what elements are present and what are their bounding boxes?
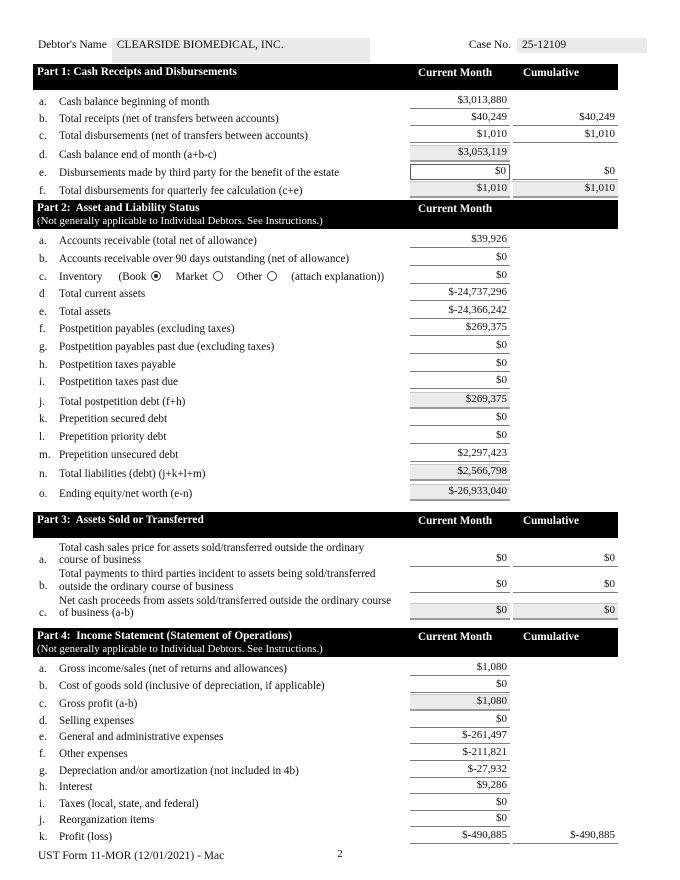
part4-j-cumulative-empty xyxy=(513,812,618,827)
part4-row-c xyxy=(33,694,618,711)
part2-row-e xyxy=(33,304,618,319)
part3-c-current-month-value: $0 xyxy=(410,603,510,620)
part2-b-current-month-value[interactable]: $0 xyxy=(410,251,510,266)
part2-l-current-month-value[interactable]: $0 xyxy=(410,429,510,444)
part2-c-current-month-value[interactable]: $0 xyxy=(410,269,510,284)
row-letter: c. xyxy=(39,698,47,711)
part2-n-current-month-value: $2,566,798 xyxy=(410,464,510,481)
part1-row-d xyxy=(33,145,618,162)
part2-o-current-month-value: $-26,933,040 xyxy=(410,484,510,501)
part2-header-bar xyxy=(33,200,618,229)
part4-header-bar xyxy=(33,628,618,657)
part4-i-current-month-value[interactable]: $0 xyxy=(410,796,510,811)
row-letter: i. xyxy=(39,797,45,810)
row-label: Other expenses xyxy=(59,747,128,760)
part1-e-current-month-value[interactable]: $0 xyxy=(410,164,510,180)
part4-column-header-current-month: Current Month xyxy=(418,630,493,643)
part2-row-k xyxy=(33,411,618,426)
part2-column-header-current-month: Current Month xyxy=(418,203,493,216)
part4-title: Part 4: Income Statement (Statement of Operations) xyxy=(37,629,293,642)
row-label: Cash balance beginning of month xyxy=(59,96,210,108)
row-letter: a. xyxy=(39,96,47,108)
part1-column-header-cumulative: Cumulative xyxy=(523,67,579,79)
row-letter: d xyxy=(39,288,45,301)
row-label: Prepetition unsecured debt xyxy=(59,448,179,461)
row-letter: e. xyxy=(39,166,47,179)
debtor-name-field[interactable]: CLEARSIDE BIOMEDICAL, INC. xyxy=(112,38,370,63)
part2-h-current-month-value[interactable]: $0 xyxy=(410,357,510,372)
part4-row-a xyxy=(33,661,618,676)
row-letter: c. xyxy=(39,129,47,142)
part3-title: Part 3: Assets Sold or Transferred xyxy=(37,513,204,526)
part2-subtitle: (Not generally applicable to Individual Debtors. See Instructions.) xyxy=(37,215,323,228)
page-number: 2 xyxy=(337,848,343,860)
part1-row-e xyxy=(33,164,618,180)
inventory-option-book-label: (Book xyxy=(118,270,147,283)
row-letter: b. xyxy=(39,253,48,266)
part1-row-b xyxy=(33,111,618,126)
case-number-label: Case No. xyxy=(468,39,511,51)
row-letter: f. xyxy=(39,323,46,336)
row-letter: b. xyxy=(39,580,48,593)
part2-i-current-month-value[interactable]: $0 xyxy=(410,374,510,389)
part4-row-e xyxy=(33,729,618,744)
part4-row-f xyxy=(33,746,618,761)
part3-c-cumulative-value: $0 xyxy=(513,603,618,620)
row-letter: a. xyxy=(39,553,47,566)
part1-c-cumulative-value[interactable]: $1,010 xyxy=(513,128,618,143)
page-header xyxy=(38,38,647,63)
part4-row-i xyxy=(33,796,618,811)
part2-row-i xyxy=(33,374,618,389)
row-letter: h. xyxy=(39,781,48,794)
row-label: Total payments to third parties incident to assets being sold/transferred outside the ordinary course of business xyxy=(59,568,376,593)
part4-c-cumulative-empty xyxy=(513,696,618,711)
part2-k-current-month-value[interactable]: $0 xyxy=(410,411,510,426)
part4-f-current-month-value[interactable]: $-211,821 xyxy=(410,746,510,761)
part2-j-current-month-value: $269,375 xyxy=(410,392,510,409)
part4-row-g xyxy=(33,763,618,778)
part4-column-header-cumulative: Cumulative xyxy=(523,630,579,643)
part2-title: Part 2: Asset and Liability Status xyxy=(37,202,200,215)
part1-d-cumulative-empty xyxy=(513,147,618,162)
row-label: Postpetition taxes payable xyxy=(59,358,176,371)
part2-e-current-month-value[interactable]: $-24,366,242 xyxy=(410,304,510,319)
inventory-other-radio[interactable] xyxy=(267,271,277,281)
row-letter: d. xyxy=(39,148,48,161)
part1-c-current-month-value[interactable]: $1,010 xyxy=(410,128,510,143)
row-label: Cash balance end of month (a+b-c) xyxy=(59,148,217,161)
part1-b-current-month-value[interactable]: $40,249 xyxy=(410,111,510,126)
part3-column-header-current-month: Current Month xyxy=(418,514,493,527)
row-letter: d. xyxy=(39,714,48,727)
part1-row-c xyxy=(33,128,618,143)
part4-section xyxy=(33,628,618,844)
row-label: Prepetition secured debt xyxy=(59,413,168,426)
row-letter: n. xyxy=(39,468,48,481)
row-letter: k. xyxy=(39,413,48,426)
page-footer xyxy=(38,850,642,862)
row-letter: i. xyxy=(39,376,45,389)
row-letter: g. xyxy=(39,764,48,777)
row-label: Prepetition priority debt xyxy=(59,430,167,443)
part1-row-a xyxy=(33,94,618,109)
row-letter: c. xyxy=(39,606,47,619)
part3-header-bar xyxy=(33,512,618,538)
row-letter: j. xyxy=(39,395,45,408)
part1-f-current-month-value: $1,010 xyxy=(410,181,510,198)
part1-section xyxy=(33,64,618,198)
part2-row-c xyxy=(33,269,618,284)
row-label: Total postpetition debt (f+h) xyxy=(59,395,186,408)
part1-d-current-month-value: $3,053,119 xyxy=(410,145,510,162)
part4-h-current-month-value[interactable]: $9,286 xyxy=(410,779,510,794)
row-letter: f. xyxy=(39,185,46,198)
part1-f-cumulative-value: $1,010 xyxy=(513,181,618,198)
row-label: Cost of goods sold (inclusive of depreciation, if applicable) xyxy=(59,679,325,692)
part4-b-cumulative-empty xyxy=(513,678,618,693)
row-label: Total cash sales price for assets sold/transferred outside the ordinary course of business xyxy=(59,541,365,567)
part1-b-cumulative-value[interactable]: $40,249 xyxy=(513,111,618,126)
part1-title: Part 1: Cash Receipts and Disbursements xyxy=(37,66,237,78)
row-letter: a. xyxy=(39,662,47,675)
row-label: General and administrative expenses xyxy=(59,731,224,744)
row-label xyxy=(59,270,404,284)
part3-a-current-month-value[interactable]: $0 xyxy=(410,552,510,567)
part4-g-cumulative-empty xyxy=(513,763,618,778)
row-label: Accounts receivable over 90 days outstanding (net of allowance) xyxy=(59,253,350,266)
case-number-field[interactable]: 25-12109 xyxy=(517,38,647,53)
part3-row-a xyxy=(33,542,618,567)
part2-f-current-month-value[interactable]: $269,375 xyxy=(410,321,510,336)
part2-row-o xyxy=(33,484,618,501)
part4-b-current-month-value[interactable]: $0 xyxy=(410,678,510,693)
part2-row-h xyxy=(33,357,618,372)
part4-a-cumulative-empty xyxy=(513,661,618,676)
part2-row-n xyxy=(33,464,618,481)
part3-row-b xyxy=(33,568,618,593)
form-id-text: UST Form 11-MOR (12/01/2021) - Mac xyxy=(38,850,225,862)
part3-b-cumulative-value[interactable]: $0 xyxy=(513,578,618,593)
row-letter: a. xyxy=(39,235,47,248)
row-letter: h. xyxy=(39,358,48,371)
part4-f-cumulative-empty xyxy=(513,746,618,761)
part4-k-cumulative-value[interactable]: $-490,885 xyxy=(513,829,618,844)
part4-j-current-month-value[interactable]: $0 xyxy=(410,812,510,827)
part1-rows xyxy=(33,90,618,198)
row-letter: o. xyxy=(39,487,48,500)
row-letter: b. xyxy=(39,679,48,692)
part4-row-j xyxy=(33,812,618,827)
part3-row-c xyxy=(33,595,618,620)
row-label: Depreciation and/or amortization (not included in 4b) xyxy=(59,764,299,777)
row-label: Interest xyxy=(59,781,93,794)
row-label: Net cash proceeds from assets sold/transferred outside the ordinary course of business (a-b) xyxy=(59,594,392,620)
row-label: Postpetition payables past due (excluding taxes) xyxy=(59,341,275,354)
part2-row-a xyxy=(33,233,618,248)
part2-m-current-month-value[interactable]: $2,297,423 xyxy=(410,447,510,462)
row-label: Total disbursements (net of transfers between accounts) xyxy=(59,129,308,142)
inventory-option-market-label: Market xyxy=(175,270,208,283)
part3-a-cumulative-value[interactable]: $0 xyxy=(513,552,618,567)
row-letter: l. xyxy=(39,430,45,443)
part1-row-f xyxy=(33,181,618,198)
row-label: Selling expenses xyxy=(59,714,134,727)
part4-subtitle: (Not generally applicable to Individual Debtors. See Instructions.) xyxy=(37,642,323,655)
row-label-text: Inventory xyxy=(59,270,103,283)
row-label: Accounts receivable (total net of allowance) xyxy=(59,235,257,248)
part2-row-f xyxy=(33,321,618,336)
part4-row-k xyxy=(33,829,618,844)
inventory-option-other-label: Other xyxy=(236,270,263,283)
part3-section xyxy=(33,512,618,620)
part4-c-current-month-value: $1,080 xyxy=(410,694,510,711)
part4-d-cumulative-empty xyxy=(513,713,618,728)
inventory-market-radio[interactable] xyxy=(213,271,223,281)
part4-e-current-month-value[interactable]: $-261,497 xyxy=(410,729,510,744)
part2-a-current-month-value[interactable]: $39,926 xyxy=(410,233,510,248)
row-label: Postpetition payables (excluding taxes) xyxy=(59,323,235,336)
inventory-suffix-text: (attach explanation)) xyxy=(291,270,385,283)
row-letter: g. xyxy=(39,341,48,354)
inventory-book-radio[interactable] xyxy=(151,271,161,281)
part4-row-h xyxy=(33,779,618,794)
row-letter: m. xyxy=(39,448,51,461)
row-label: Taxes (local, state, and federal) xyxy=(59,797,199,810)
row-label: Reorganization items xyxy=(59,814,155,827)
part4-row-d xyxy=(33,713,618,728)
part4-k-current-month-value[interactable]: $-490,885 xyxy=(410,829,510,844)
row-label: Total disbursements for quarterly fee calculation (c+e) xyxy=(59,185,303,198)
part2-row-b xyxy=(33,251,618,266)
debtor-name-label: Debtor's Name xyxy=(38,39,107,51)
part3-b-current-month-value[interactable]: $0 xyxy=(410,578,510,593)
row-label: Ending equity/net worth (e-n) xyxy=(59,487,193,500)
row-label: Gross profit (a-b) xyxy=(59,698,138,711)
part2-row-l xyxy=(33,429,618,444)
part4-a-current-month-value[interactable]: $1,080 xyxy=(410,661,510,676)
row-label: Postpetition taxes past due xyxy=(59,376,179,389)
row-letter: c. xyxy=(39,270,47,283)
part4-rows xyxy=(33,657,618,844)
part4-i-cumulative-empty xyxy=(513,796,618,811)
part3-rows xyxy=(33,538,618,620)
row-letter: k. xyxy=(39,830,48,843)
row-letter: e. xyxy=(39,305,47,318)
part2-row-g xyxy=(33,339,618,354)
row-label: Total receipts (net of transfers between accounts) xyxy=(59,112,279,125)
row-label: Total assets xyxy=(59,305,111,318)
part4-d-current-month-value[interactable]: $0 xyxy=(410,713,510,728)
part4-e-cumulative-empty xyxy=(513,729,618,744)
part4-row-b xyxy=(33,678,618,693)
row-letter: b. xyxy=(39,112,48,125)
part2-row-j xyxy=(33,392,618,409)
part2-row-d xyxy=(33,286,618,301)
row-label: Total liabilities (debt) (j+k+l+m) xyxy=(59,468,206,481)
row-label: Profit (loss) xyxy=(59,830,113,843)
part1-a-current-month-value[interactable]: $3,013,880 xyxy=(410,94,510,109)
part1-header-bar xyxy=(33,64,618,90)
part2-d-current-month-value[interactable]: $-24,737,296 xyxy=(410,286,510,301)
row-label: Total current assets xyxy=(59,288,146,301)
part1-a-cumulative-empty xyxy=(513,94,618,109)
part2-section xyxy=(33,200,618,500)
part2-g-current-month-value[interactable]: $0 xyxy=(410,339,510,354)
row-label: Disbursements made by third party for the benefit of the estate xyxy=(59,166,340,179)
row-label: Gross income/sales (net of returns and allowances) xyxy=(59,662,288,675)
part1-column-header-current-month: Current Month xyxy=(418,67,493,79)
row-letter: f. xyxy=(39,747,46,760)
row-letter: e. xyxy=(39,731,47,744)
part2-rows xyxy=(33,229,618,500)
part1-e-cumulative-value[interactable]: $0 xyxy=(513,165,618,180)
row-letter: j. xyxy=(39,814,45,827)
part4-h-cumulative-empty xyxy=(513,779,618,794)
part4-g-current-month-value[interactable]: $-27,932 xyxy=(410,763,510,778)
form-parts xyxy=(33,64,618,845)
part2-row-m xyxy=(33,447,618,462)
part3-column-header-cumulative: Cumulative xyxy=(523,514,579,527)
